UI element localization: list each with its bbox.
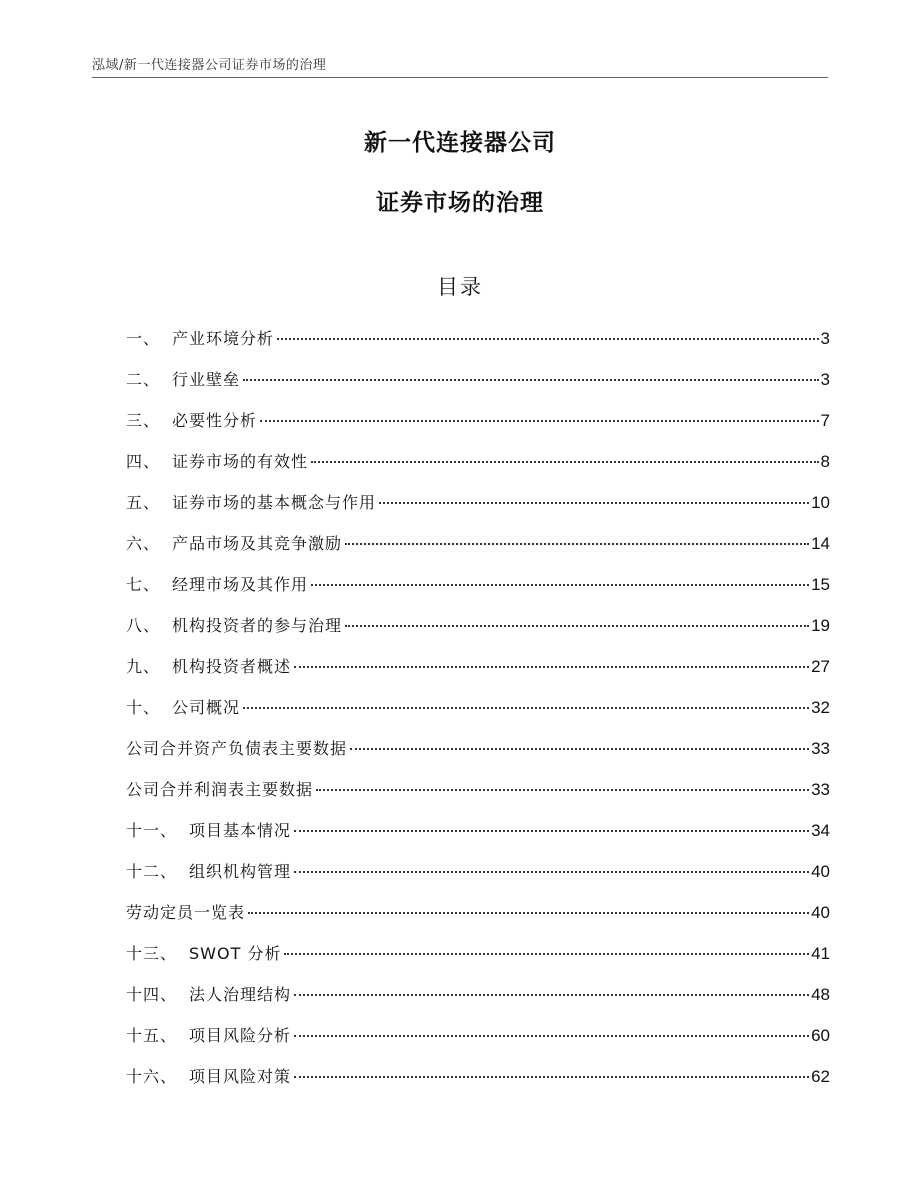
- toc-entry-15[interactable]: [126, 900, 830, 941]
- toc-entry-title: 行业壁垒: [172, 370, 241, 389]
- document-title-line1: 新一代连接器公司: [364, 130, 556, 156]
- toc-heading: 目录: [437, 275, 483, 299]
- toc-dot-leader: [311, 584, 809, 586]
- toc-entry-title: 必要性分析: [172, 411, 258, 430]
- toc-entry-page: 33: [811, 739, 830, 758]
- running-header: 泓域/新一代连接器公司证券市场的治理: [92, 58, 327, 73]
- header-divider: [92, 77, 828, 78]
- toc-entry-page: 19: [811, 616, 830, 635]
- toc-dot-leader: [311, 461, 819, 463]
- toc-entry-title: 公司概况: [172, 698, 241, 717]
- toc-entry-title: 经理市场及其作用: [172, 575, 309, 594]
- toc-entry-title: 组织机构管理: [189, 862, 292, 881]
- toc-dot-leader: [379, 502, 809, 504]
- toc-dot-leader: [294, 1035, 809, 1037]
- toc-dot-leader: [260, 420, 819, 422]
- toc-dot-leader: [294, 666, 809, 668]
- toc-dot-leader: [294, 830, 809, 832]
- toc-entry-page: 62: [811, 1067, 830, 1086]
- toc-entry-number: 十六、: [126, 1067, 178, 1086]
- toc-entry-title: 产业环境分析: [172, 329, 275, 348]
- toc-entry-page: 3: [820, 329, 830, 348]
- toc-entry-page: 15: [811, 575, 830, 594]
- toc-dot-leader: [277, 338, 819, 340]
- toc-entry-title: 证券市场的有效性: [172, 452, 309, 471]
- toc-entry-19[interactable]: [126, 1064, 830, 1105]
- toc-entry-5[interactable]: [126, 490, 830, 531]
- table-of-contents: [126, 326, 830, 1105]
- toc-entry-title: 机构投资者概述: [172, 657, 292, 676]
- toc-dot-leader: [248, 912, 809, 914]
- toc-entry-10[interactable]: [126, 695, 830, 736]
- toc-dot-leader: [350, 748, 809, 750]
- toc-dot-leader: [294, 1076, 809, 1078]
- toc-entry-page: 27: [811, 657, 830, 676]
- toc-entry-3[interactable]: [126, 408, 830, 449]
- toc-entry-number: 十二、: [126, 862, 178, 881]
- toc-entry-number: 五、: [126, 493, 161, 512]
- toc-entry-number: 九、: [126, 657, 161, 676]
- toc-entry-title: 机构投资者的参与治理: [172, 616, 343, 635]
- toc-entry-number: 十四、: [126, 985, 178, 1004]
- toc-entry-page: 32: [811, 698, 830, 717]
- toc-entry-page: 40: [811, 903, 830, 922]
- toc-entry-number: 八、: [126, 616, 161, 635]
- toc-dot-leader: [294, 994, 809, 996]
- toc-entry-title: 公司合并资产负债表主要数据: [126, 739, 348, 758]
- toc-entry-page: 33: [811, 780, 830, 799]
- toc-entry-page: 10: [811, 493, 830, 512]
- toc-entry-11[interactable]: [126, 736, 830, 777]
- toc-entry-title: SWOT 分析: [189, 944, 282, 963]
- toc-entry-13[interactable]: [126, 818, 830, 859]
- toc-entry-page: 7: [820, 411, 830, 430]
- toc-entry-page: 8: [820, 452, 830, 471]
- toc-dot-leader: [345, 543, 809, 545]
- toc-entry-18[interactable]: [126, 1023, 830, 1064]
- toc-entry-7[interactable]: [126, 572, 830, 613]
- toc-entry-number: 六、: [126, 534, 161, 553]
- toc-dot-leader: [345, 625, 809, 627]
- toc-dot-leader: [316, 789, 809, 791]
- toc-entry-title: 法人治理结构: [189, 985, 292, 1004]
- toc-entry-number: 十一、: [126, 821, 178, 840]
- toc-entry-number: 七、: [126, 575, 161, 594]
- toc-dot-leader: [243, 707, 809, 709]
- toc-entry-page: 60: [811, 1026, 830, 1045]
- toc-entry-page: 14: [811, 534, 830, 553]
- toc-entry-12[interactable]: [126, 777, 830, 818]
- document-title-line2: 证券市场的治理: [376, 190, 544, 216]
- toc-entry-page: 34: [811, 821, 830, 840]
- toc-entry-title: 公司合并利润表主要数据: [126, 780, 314, 799]
- toc-entry-number: 十五、: [126, 1026, 178, 1045]
- toc-entry-number: 四、: [126, 452, 161, 471]
- toc-entry-9[interactable]: [126, 654, 830, 695]
- toc-dot-leader: [294, 871, 809, 873]
- toc-dot-leader: [243, 379, 819, 381]
- toc-entry-title: 产品市场及其竞争激励: [172, 534, 343, 553]
- toc-entry-1[interactable]: [126, 326, 830, 367]
- toc-entry-number: 一、: [126, 329, 161, 348]
- toc-entry-title: 证券市场的基本概念与作用: [172, 493, 377, 512]
- toc-entry-title: 劳动定员一览表: [126, 903, 246, 922]
- toc-entry-8[interactable]: [126, 613, 830, 654]
- toc-entry-page: 41: [811, 944, 830, 963]
- toc-entry-number: 二、: [126, 370, 161, 389]
- toc-entry-page: 40: [811, 862, 830, 881]
- toc-entry-number: 十、: [126, 698, 161, 717]
- toc-entry-14[interactable]: [126, 859, 830, 900]
- toc-entry-title: 项目基本情况: [189, 821, 292, 840]
- toc-dot-leader: [284, 953, 809, 955]
- toc-entry-number: 十三、: [126, 944, 178, 963]
- toc-entry-17[interactable]: [126, 982, 830, 1023]
- toc-entry-4[interactable]: [126, 449, 830, 490]
- toc-entry-page: 3: [820, 370, 830, 389]
- toc-entry-6[interactable]: [126, 531, 830, 572]
- toc-entry-page: 48: [811, 985, 830, 1004]
- toc-entry-2[interactable]: [126, 367, 830, 408]
- toc-entry-number: 三、: [126, 411, 161, 430]
- toc-entry-title: 项目风险对策: [189, 1067, 292, 1086]
- toc-entry-title: 项目风险分析: [189, 1026, 292, 1045]
- toc-entry-16[interactable]: [126, 941, 830, 982]
